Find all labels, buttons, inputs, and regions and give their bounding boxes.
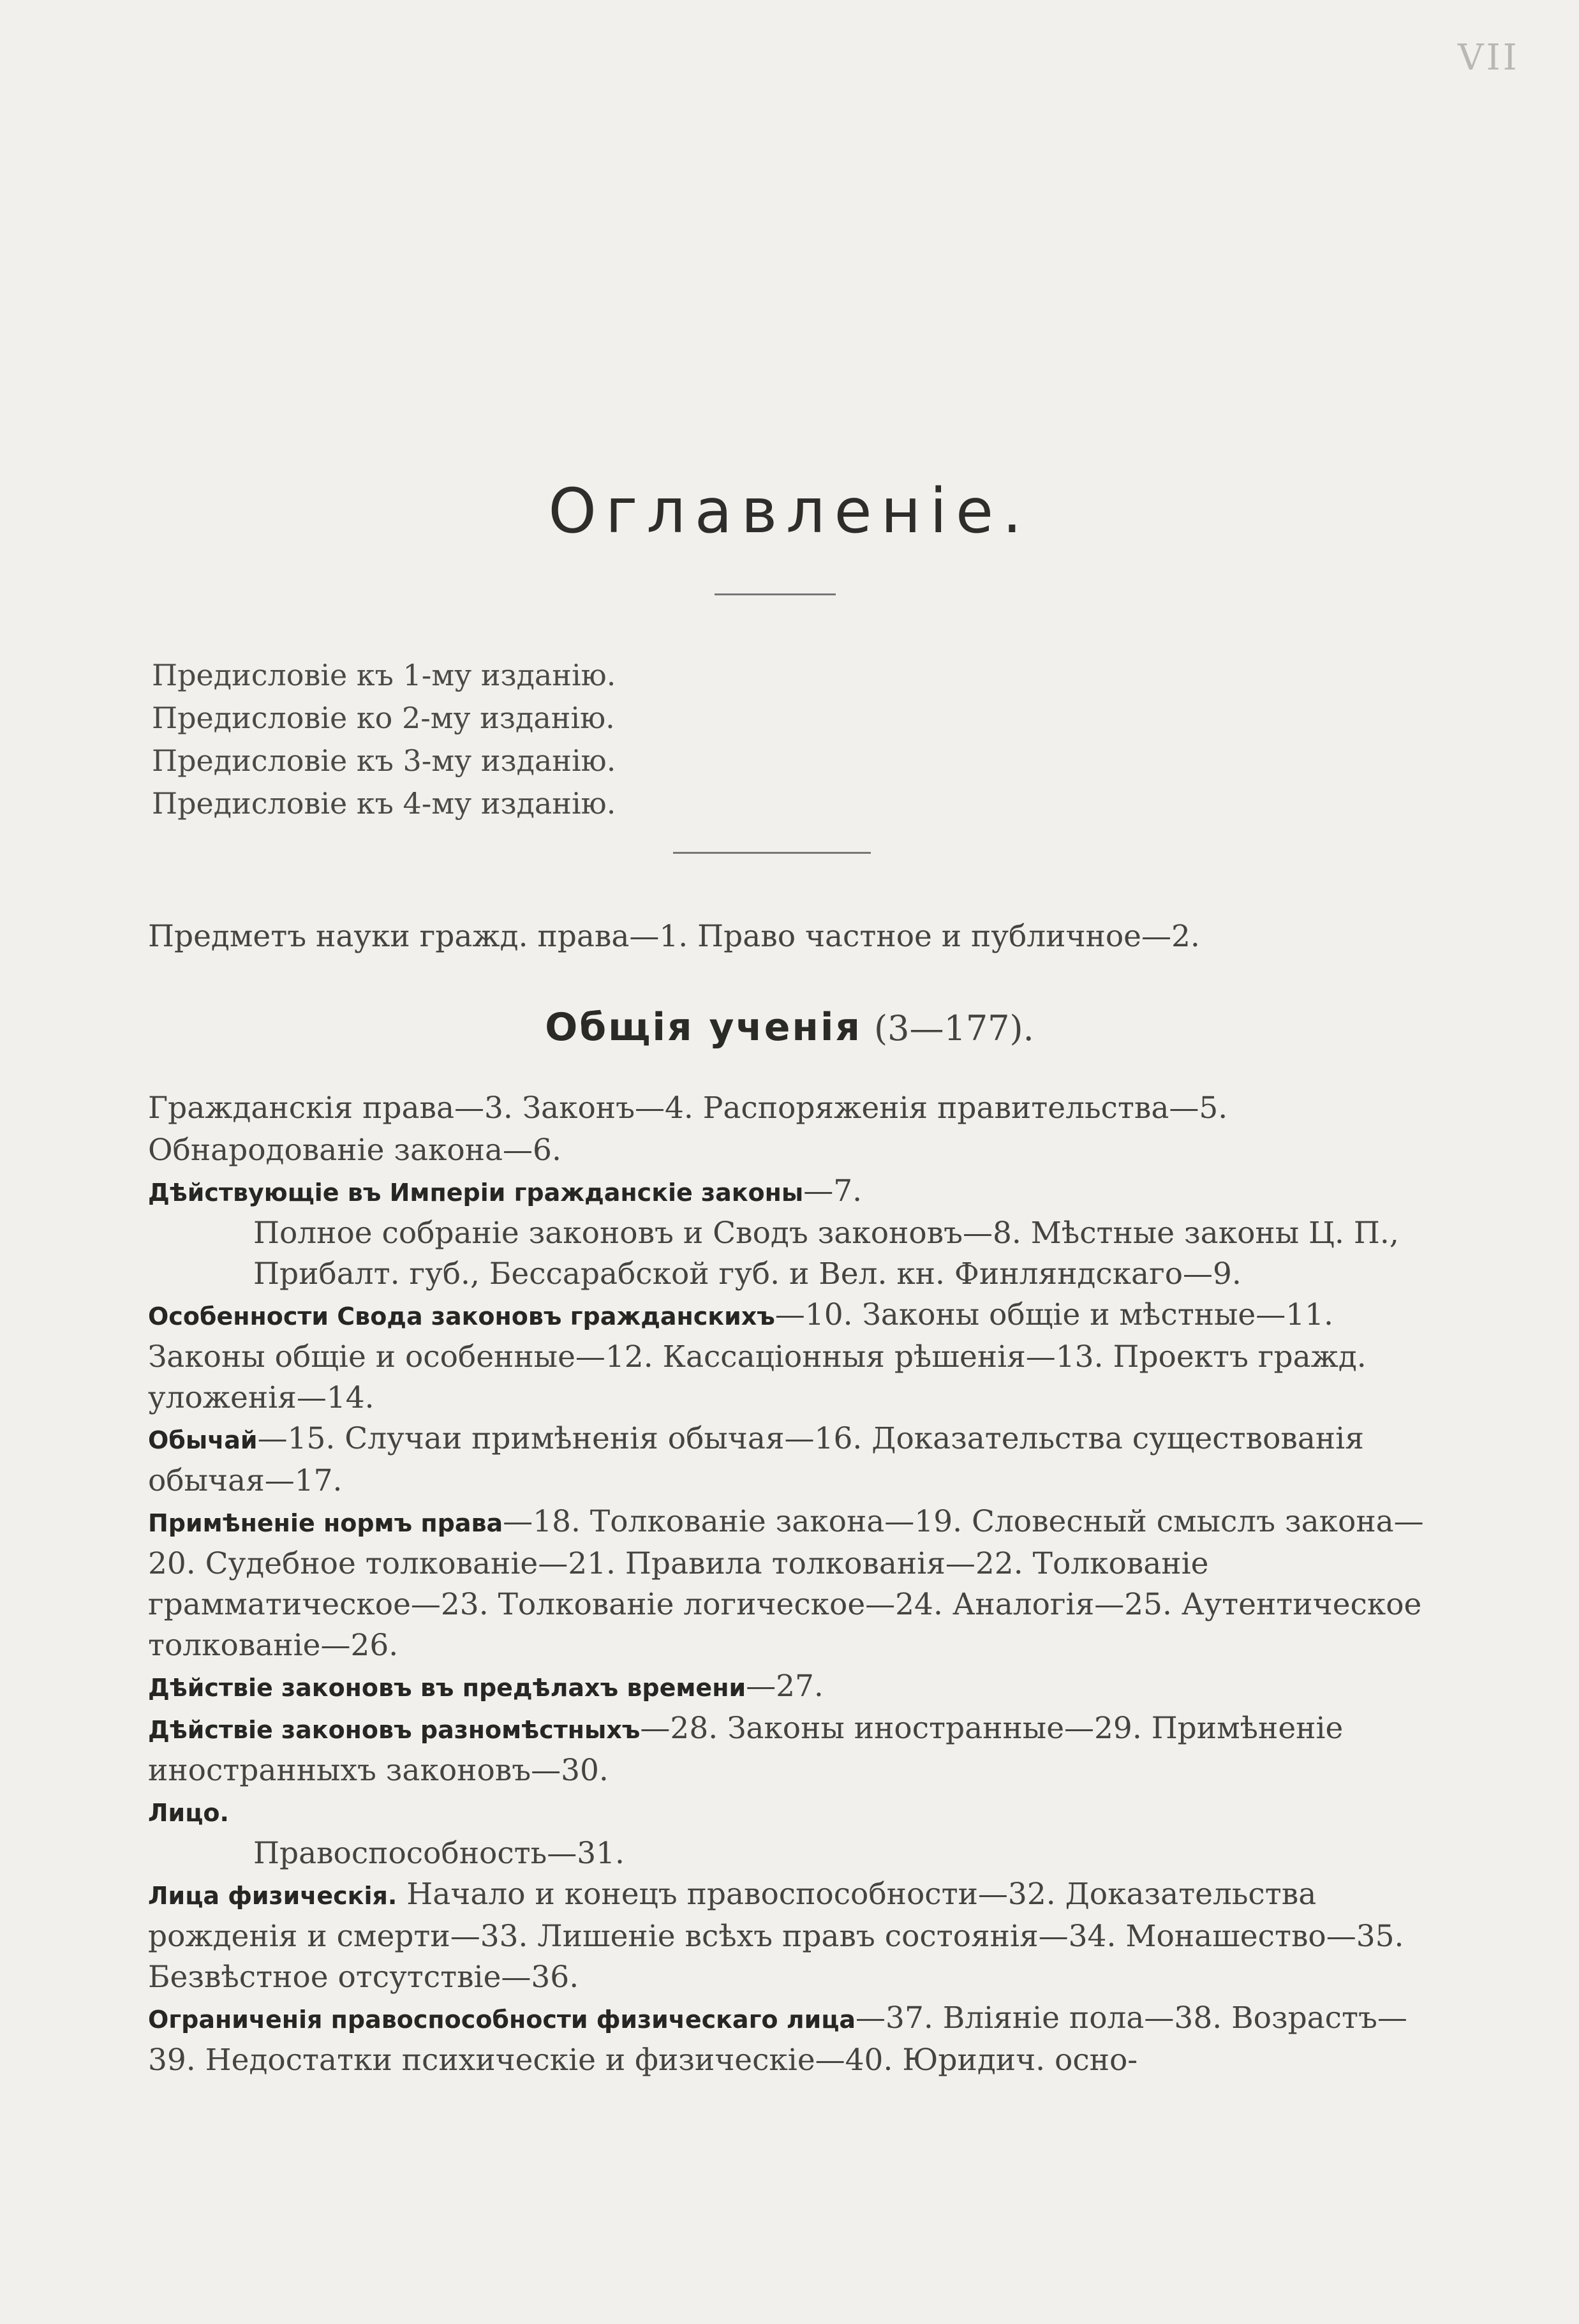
toc-entry-lead: Примѣненіе нормъ права — [148, 1509, 503, 1537]
toc-entry-sub: Полное собраніе законовъ и Сводъ законовъ—8. Мѣстные законы Ц. П., Прибалт. губ., Бессарабской губ. и Вел. кн. Финляндскаго—9. — [253, 1216, 1399, 1292]
toc-entry-lead: Ограниченія правоспособности физическаго лица — [148, 2006, 856, 2034]
toc-entry-sub: Правоспособность—31. — [253, 1836, 625, 1871]
divider-rule — [673, 852, 871, 854]
toc-entry — [148, 1501, 1430, 1666]
toc-entry — [148, 1419, 1430, 1501]
toc-entry-lead: Дѣйствіе законовъ разномѣстныхъ — [148, 1716, 641, 1744]
toc-entry-text: —18. Толкованіе закона—19. Словесный смыслъ закона—20. Судебное толкованіе—21. Правила толкованія—22. Толкованіе грамматическое—23. Толкованіе логическое—24. Аналогія—25. Аутентическое толкованіе—26. — [148, 1504, 1424, 1663]
toc-entry-text: Начало и конецъ правоспособности—32. Доказательства рожденія и смерти—33. Лишеніе всѣхъ правъ состоянія—34. Монашество—35. Безвѣстное отсутствіе—36. — [148, 1877, 1404, 1995]
toc-entry — [148, 1708, 1430, 1791]
toc-entry — [148, 1295, 1430, 1419]
page-number: VII — [1458, 37, 1520, 78]
preface-item: Предисловіе ко 2-му изданію. — [152, 701, 615, 735]
toc-entries — [148, 1088, 1430, 2081]
toc-entry-lead: Лицо. — [148, 1799, 229, 1827]
section-title: Общія ученія — [545, 1005, 862, 1050]
toc-entry — [148, 1666, 1430, 1708]
toc-entry-text: —37. Вліяніе пола—38. Возрастъ—39. Недостатки психическіе и физическіе—40. Юридич. осно- — [148, 2000, 1407, 2078]
toc-entry-text: —28. Законы иностранные—29. Примѣненіе иностранныхъ законовъ—30. — [148, 1711, 1344, 1788]
subject-line: Предметъ науки гражд. права—1. Право частное и публичное—2. — [148, 919, 1200, 954]
preface-item: Предисловіе къ 4-му изданію. — [152, 786, 616, 821]
page-title: Оглавленіе. — [548, 475, 1031, 547]
toc-entry — [148, 1874, 1430, 1998]
toc-entry — [148, 1088, 1430, 1171]
toc-entry-lead: Дѣйствіе законовъ въ предѣлахъ времени — [148, 1674, 746, 1702]
toc-entry-lead: Особенности Свода законовъ гражданскихъ — [148, 1302, 775, 1330]
toc-entry-lead: Лица физическія. — [148, 1882, 397, 1910]
section-heading — [0, 1005, 1579, 1050]
toc-entry-text: —27. — [746, 1669, 824, 1704]
toc-entry-text: —15. Случаи примѣненія обычая—16. Доказательства существованія обычая—17. — [148, 1421, 1364, 1498]
toc-entry-text: —10. Законы общіе и мѣстные—11. Законы общіе и особенные—12. Кассаціонныя рѣшенія—13. Проектъ гражд. уложенія—14. — [148, 1297, 1367, 1415]
toc-entry-text: —7. — [803, 1173, 863, 1209]
toc-entry — [148, 1171, 1430, 1295]
toc-entry — [148, 1998, 1430, 2081]
toc-entry-text: Гражданскія права—3. Законъ—4. Распоряженія правительства—5. Обнародованіе закона—6. — [148, 1091, 1228, 1168]
divider-rule — [715, 593, 836, 595]
toc-entry-lead: Дѣйствующіе въ Имперіи гражданскіе законы — [148, 1179, 804, 1207]
preface-item: Предисловіе къ 1-му изданію. — [152, 658, 616, 692]
preface-item: Предисловіе къ 3-му изданію. — [152, 743, 616, 778]
section-range: (3—177). — [874, 1008, 1034, 1048]
toc-entry-lead: Обычай — [148, 1426, 258, 1454]
toc-entry — [148, 1791, 1430, 1874]
prefaces-list — [152, 654, 616, 825]
